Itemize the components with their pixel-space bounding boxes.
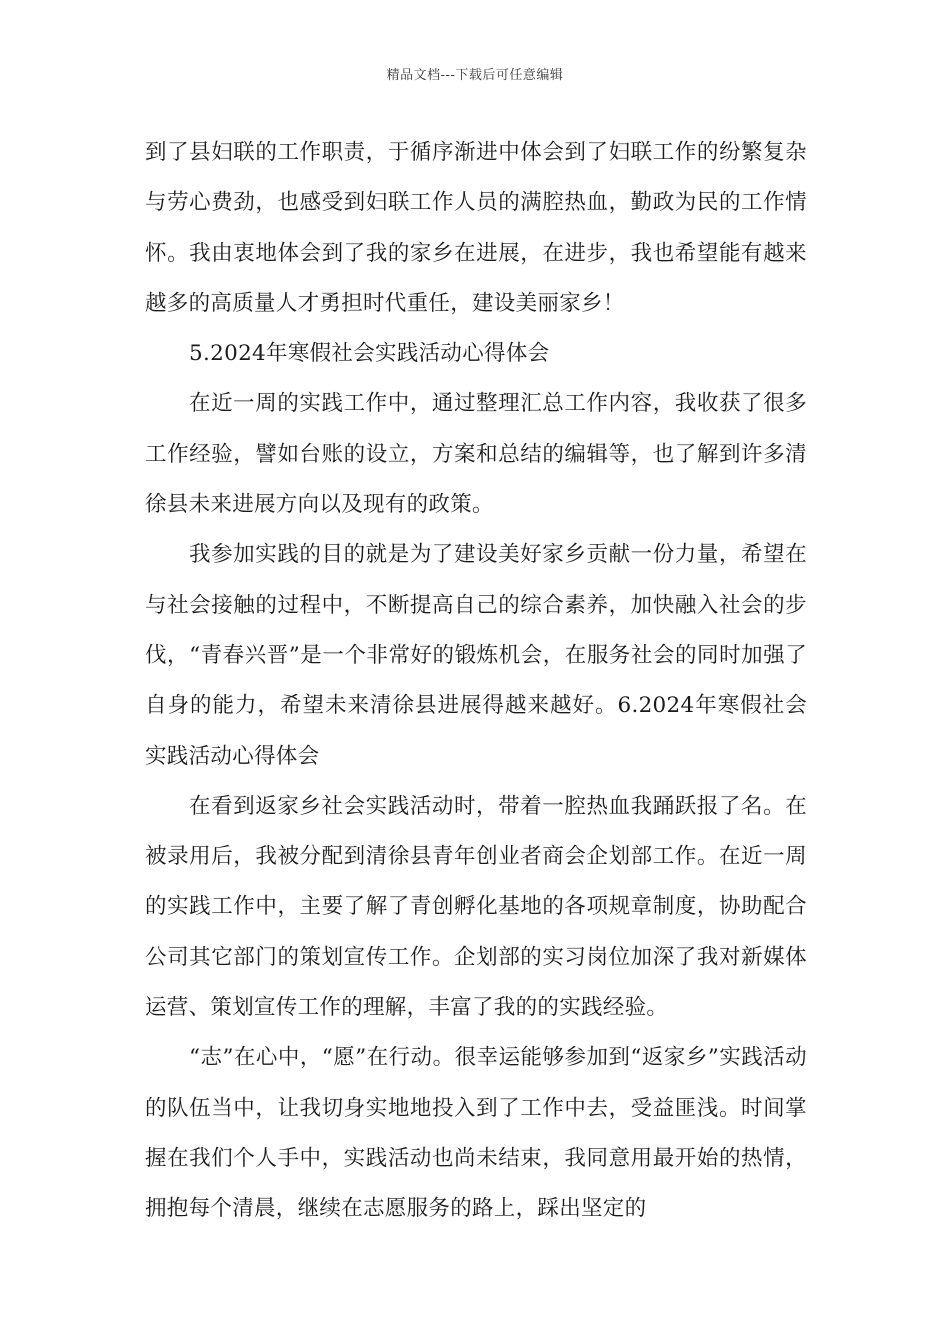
paragraph: 在看到返家乡社会实践活动时，带着一腔热血我踊跃报了名。在被录用后，我被分配到清徐县青年创业者商会企划部工作。在近一周的实践工作中，主要了解了青创孵化基地的各项规章制度，协助配合公司其它部门的策划宣传工作。企划部的实习岗位加深了我对新媒体运营、策划宣传工作的理解，丰富了我的的实践经验。 xyxy=(145,793,807,1021)
document-body xyxy=(145,128,807,1235)
paragraph: “志”在心中，“愿”在行动。很幸运能够参加到“返家乡”实践活动的队伍当中，让我切身实地地投入到了工作中去，受益匪浅。时间掌握在我们个人手中，实践活动也尚未结束，我同意用最开始的热情，拥抱每个清晨，继续在志愿服务的路上，踩出坚定的 xyxy=(145,1045,807,1222)
section-heading: 5.2024年寒假社会实践活动心得体会 xyxy=(189,341,550,367)
paragraph-continuation: 到了县妇联的工作职责，于循序渐进中体会到了妇联工作的纷繁复杂与劳心费劲，也感受到妇联工作人员的满腔热血，勤政为民的工作情怀。我由衷地体会到了我的家乡在进展，在进步，我也希望能有越来越多的高质量人才勇担时代重任，建设美丽家乡！ xyxy=(145,140,807,316)
paragraph: 在近一周的实践工作中，通过整理汇总工作内容，我收获了很多工作经验，譬如台账的设立，方案和总结的编辑等，也了解到许多清徐县未来进展方向以及现有的政策。 xyxy=(145,391,807,518)
page-header: 精品文档---下载后可任意编辑 xyxy=(386,68,564,83)
paragraph: 我参加实践的目的就是为了建设美好家乡贡献一份力量，希望在与社会接触的过程中，不断提高自己的综合素养，加快融入社会的步伐，“青春兴晋”是一个非常好的锻炼机会，在服务社会的同时加强了自身的能力，希望未来清徐县进展得越来越好。6.2024年寒假社会实践活动心得体会 xyxy=(145,542,807,769)
